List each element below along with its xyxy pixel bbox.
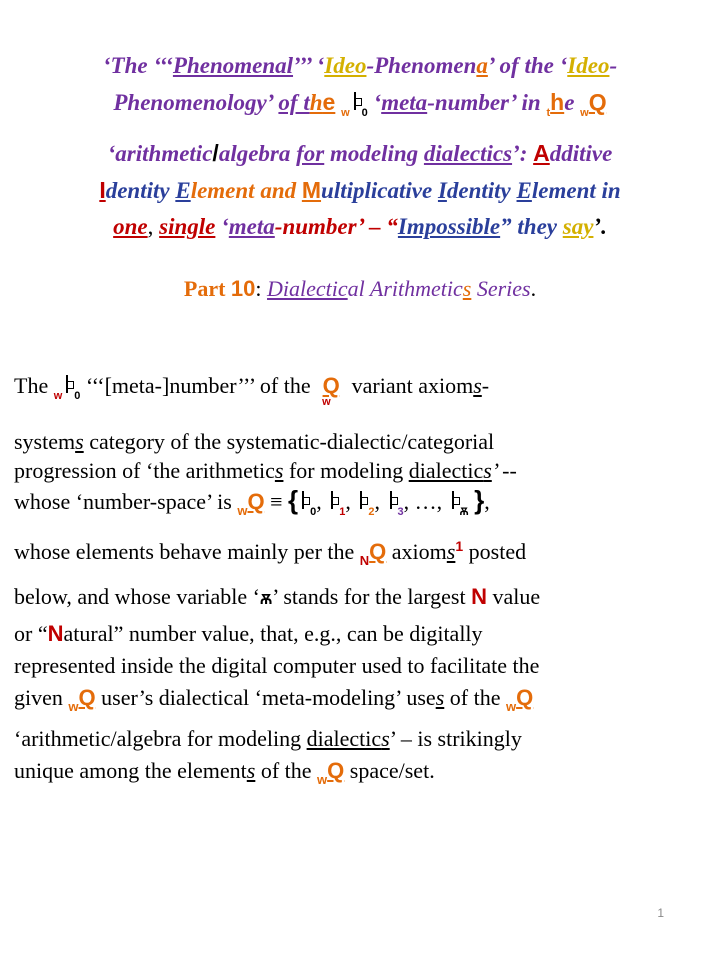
meta-number-glyph — [298, 491, 310, 511]
page-number: 1 — [657, 906, 664, 920]
largest-n-symbol: Ѫ — [459, 506, 469, 518]
title-line-5: one, single ‘meta-number’ – “Impossible” they say’. — [113, 214, 607, 239]
body-line-8: represented inside the digital computer used to facilitate the — [14, 653, 540, 678]
slide-title — [24, 48, 696, 245]
meta-number-glyph — [327, 491, 339, 511]
body-line-11: unique among the elements of the $_w$Q space/set. — [14, 758, 435, 787]
body-text — [14, 368, 704, 796]
title-line-1: ‘The ‘‘‘Phenomenal’’’ ‘Ideo-Phenomena’ of the ‘Ideo- — [102, 53, 618, 78]
title-line-3: ‘arithmetic/algebra for modeling dialectics’: Additive — [107, 140, 613, 166]
largest-n-symbol: Ѫ — [260, 591, 273, 608]
body-line-1: The $_w$ $_0$ ‘‘‘[meta-]number’’’ of the Q w variant axioms- — [14, 373, 490, 408]
meta-number-glyph — [448, 491, 460, 511]
title-line-2: Phenomenology’ of the $_w$ $_0$ ‘meta-number’ in $_t$he $_w$Q — [113, 89, 607, 119]
body-line-6: below, and whose variable ‘Ѫ’ stands for the largest N value — [14, 584, 541, 609]
body-line-3: progression of ‘the arithmetics for modeling dialectics’ -- — [14, 458, 517, 483]
body-line-9: given $_w$Q user’s dialectical ‘meta-modeling’ uses of the $_w$Q — [14, 685, 534, 714]
meta-number-glyph — [356, 491, 368, 511]
body-line-10: ‘arithmetic/algebra for modeling dialectics’ – is strikingly — [14, 726, 522, 751]
body-line-2: systems category of the systematic-dialectic/categorial — [14, 429, 495, 454]
body-line-4: whose ‘number-space’ is $_w$Q ≡ { $_0$, $_1$, $_2$, $_3$, …, $_Ѫ$ }, — [14, 485, 490, 518]
meta-number-glyph — [350, 92, 362, 112]
part-heading: Part 10: Dialectical Arithmetics Series. — [183, 276, 537, 301]
body-line-7: or “Natural” number value, that, e.g., can be digitally — [14, 621, 483, 646]
meta-number-glyph — [386, 491, 398, 511]
meta-number-glyph — [62, 375, 74, 395]
title-line-4: Identity Element and Multiplicative Identity Element in — [99, 177, 621, 203]
body-line-5: whose elements behave mainly per the $_N$Q axioms$^1$ posted — [14, 538, 527, 568]
